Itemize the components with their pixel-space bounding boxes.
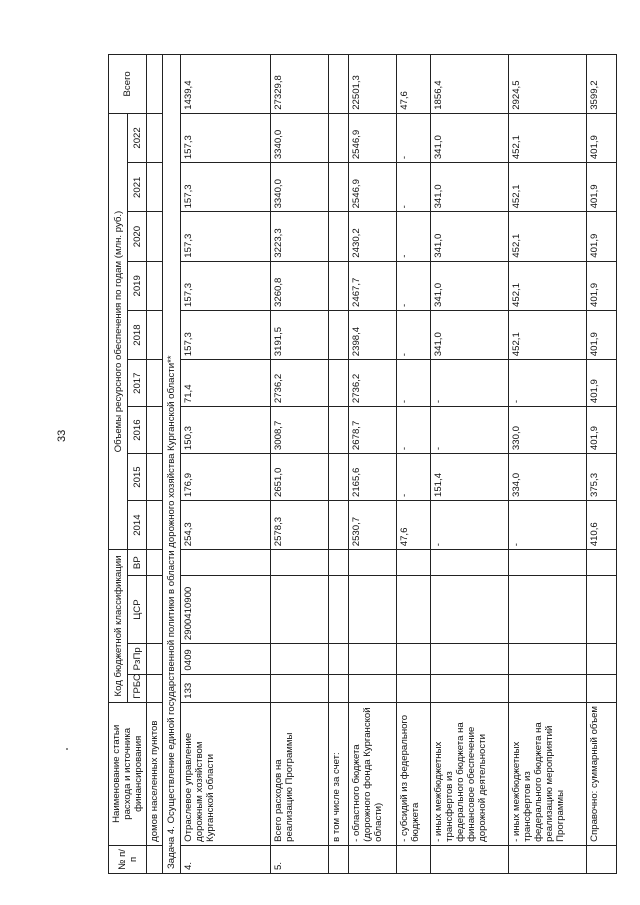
row-year-value: 157,3 <box>181 113 271 162</box>
table-row <box>329 55 349 874</box>
row-year-value: 401,9 <box>587 261 617 310</box>
header-year: 2022 <box>128 113 147 162</box>
row-year-value <box>329 163 349 212</box>
row-rzpr <box>349 644 397 675</box>
row-year-value <box>329 407 349 454</box>
row-year-value: 2467,7 <box>349 261 397 310</box>
row-total: 3599,2 <box>587 55 617 114</box>
row-csr <box>431 576 509 644</box>
task-title: Задача 4. Осуществление единой государственной политики в области дорожного хозяйства Курганской области** <box>163 55 181 874</box>
table-row <box>431 55 509 874</box>
row-num <box>349 845 397 873</box>
row-vr <box>509 550 587 576</box>
header-budget-code: Код бюджетной классификации <box>109 550 128 702</box>
row-year-value: 3260,8 <box>271 261 329 310</box>
row-year-value: 2736,2 <box>271 360 329 407</box>
row-total: 47,6 <box>397 55 431 114</box>
header-csr: ЦСР <box>128 576 147 644</box>
row-year-value: 2736,2 <box>349 360 397 407</box>
row-vr <box>431 550 509 576</box>
row-csr: 2900410900 <box>181 576 271 644</box>
row-name: Всего расходов на реализацию Программы <box>271 702 329 845</box>
row-year-value <box>329 310 349 359</box>
row-csr <box>271 576 329 644</box>
row-year-value: 401,9 <box>587 310 617 359</box>
row-name: - иных межбюджетных трансфертов из федерального бюджета на реализацию мероприятий Программы <box>509 702 587 845</box>
table-row-fragment <box>147 55 163 874</box>
row-year-value: 452,1 <box>509 163 587 212</box>
row-year-value: 2651,0 <box>271 454 329 501</box>
row-num <box>587 845 617 873</box>
row-year-value: - <box>397 113 431 162</box>
row-year-value: 341,0 <box>431 261 509 310</box>
row-rzpr: 0409 <box>181 644 271 675</box>
row-year-value: 452,1 <box>509 113 587 162</box>
header-year: 2018 <box>128 310 147 359</box>
table-row <box>349 55 397 874</box>
row-year-value: 401,9 <box>587 212 617 261</box>
row-year-value: 341,0 <box>431 163 509 212</box>
table-row <box>509 55 587 874</box>
row-year-value: 452,1 <box>509 212 587 261</box>
fragment-text: домов населенных пунктов <box>147 702 163 845</box>
row-num: 5. <box>271 845 329 873</box>
row-year-value: 2546,9 <box>349 113 397 162</box>
header-year: 2017 <box>128 360 147 407</box>
row-year-value: 401,9 <box>587 407 617 454</box>
row-year-value: - <box>397 261 431 310</box>
row-rzpr <box>329 644 349 675</box>
row-year-value: 157,3 <box>181 310 271 359</box>
header-num: № п/п <box>109 845 147 873</box>
row-csr <box>397 576 431 644</box>
row-year-value <box>329 113 349 162</box>
row-year-value: 151,4 <box>431 454 509 501</box>
row-total: 2924,5 <box>509 55 587 114</box>
header-vr: ВР <box>128 550 147 576</box>
row-year-value: - <box>509 360 587 407</box>
row-year-value: 401,9 <box>587 163 617 212</box>
row-name: - областного бюджета (дорожного фонда Курганской области) <box>349 702 397 845</box>
row-year-value: 334,0 <box>509 454 587 501</box>
row-name: Отраслевое управление дорожным хозяйством Курганской области <box>181 702 271 845</box>
table-row <box>181 55 271 874</box>
row-rzpr <box>271 644 329 675</box>
row-year-value: 401,9 <box>587 113 617 162</box>
row-year-value: 401,9 <box>587 360 617 407</box>
row-year-value: - <box>397 360 431 407</box>
row-year-value: 2398,4 <box>349 310 397 359</box>
header-resource-volumes: Объемы ресурсного обеспечения по годам (млн. руб.) <box>109 113 128 549</box>
row-year-value: 410,6 <box>587 500 617 549</box>
row-year-value: 452,1 <box>509 261 587 310</box>
row-year-value: 2546,9 <box>349 163 397 212</box>
row-num <box>397 845 431 873</box>
row-year-value: - <box>431 360 509 407</box>
row-year-value <box>329 454 349 501</box>
header-year: 2015 <box>128 454 147 501</box>
row-rzpr <box>509 644 587 675</box>
row-year-value: 452,1 <box>509 310 587 359</box>
row-total: 1439,4 <box>181 55 271 114</box>
row-year-value: 2165,6 <box>349 454 397 501</box>
row-vr <box>397 550 431 576</box>
row-grbs <box>349 674 397 702</box>
row-year-value: 47,6 <box>397 500 431 549</box>
row-year-value: 3223,3 <box>271 212 329 261</box>
row-rzpr <box>587 644 617 675</box>
row-year-value: 2530,7 <box>349 500 397 549</box>
row-year-value: 254,3 <box>181 500 271 549</box>
row-year-value: 176,9 <box>181 454 271 501</box>
page-number: 33 <box>56 429 68 442</box>
row-grbs <box>329 674 349 702</box>
budget-table <box>108 54 617 874</box>
row-name: Справочно: суммарный объем <box>587 702 617 845</box>
row-vr <box>271 550 329 576</box>
row-csr <box>329 576 349 644</box>
row-grbs <box>431 674 509 702</box>
row-name: - субсидий из федерального бюджета <box>397 702 431 845</box>
header-year: 2021 <box>128 163 147 212</box>
row-year-value: 3340,0 <box>271 113 329 162</box>
row-year-value <box>329 360 349 407</box>
row-grbs <box>587 674 617 702</box>
rotated-table-container <box>108 54 632 874</box>
scan-speck <box>66 748 68 750</box>
header-year: 2019 <box>128 261 147 310</box>
row-rzpr <box>431 644 509 675</box>
table-row <box>271 55 329 874</box>
row-num <box>329 845 349 873</box>
header-grbs: ГРБС <box>128 674 147 702</box>
row-year-value: 157,3 <box>181 163 271 212</box>
row-year-value: 330,0 <box>509 407 587 454</box>
row-num <box>509 845 587 873</box>
row-grbs <box>271 674 329 702</box>
row-year-value: - <box>397 212 431 261</box>
row-year-value: 2430,2 <box>349 212 397 261</box>
row-year-value: 3340,0 <box>271 163 329 212</box>
row-year-value <box>329 500 349 549</box>
task-row <box>163 55 181 874</box>
row-grbs <box>509 674 587 702</box>
row-year-value: - <box>397 163 431 212</box>
row-year-value: 3008,7 <box>271 407 329 454</box>
header-year: 2020 <box>128 212 147 261</box>
row-csr <box>509 576 587 644</box>
row-year-value: - <box>431 500 509 549</box>
header-total: Всего <box>109 55 147 114</box>
row-year-value: - <box>509 500 587 549</box>
header-year: 2016 <box>128 407 147 454</box>
header-rzpr: РзПр <box>128 644 147 675</box>
row-csr <box>349 576 397 644</box>
row-rzpr <box>397 644 431 675</box>
row-year-value: 157,3 <box>181 261 271 310</box>
row-grbs <box>397 674 431 702</box>
row-year-value: 341,0 <box>431 310 509 359</box>
row-vr <box>349 550 397 576</box>
header-name: Наименование статьи расхода и источника финансирования <box>109 702 147 845</box>
row-year-value: - <box>397 454 431 501</box>
row-num: 4. <box>181 845 271 873</box>
row-year-value: 2578,3 <box>271 500 329 549</box>
row-year-value: 71,4 <box>181 360 271 407</box>
row-year-value <box>329 261 349 310</box>
row-year-value: - <box>397 407 431 454</box>
row-vr <box>181 550 271 576</box>
row-num <box>431 845 509 873</box>
row-total: 27329,8 <box>271 55 329 114</box>
row-name: - иных межбюджетных трансфертов из федерального бюджета на финансовое обеспечение дорожной деятельности <box>431 702 509 845</box>
row-year-value: 2678,7 <box>349 407 397 454</box>
row-vr <box>587 550 617 576</box>
table-row <box>397 55 431 874</box>
row-year-value: 3191,5 <box>271 310 329 359</box>
row-total: 1856,4 <box>431 55 509 114</box>
row-year-value: 341,0 <box>431 113 509 162</box>
row-grbs: 133 <box>181 674 271 702</box>
row-csr <box>587 576 617 644</box>
row-year-value: 341,0 <box>431 212 509 261</box>
row-total: 22501,3 <box>349 55 397 114</box>
row-year-value: - <box>397 310 431 359</box>
row-total <box>329 55 349 114</box>
row-vr <box>329 550 349 576</box>
header-year: 2014 <box>128 500 147 549</box>
row-year-value: - <box>431 407 509 454</box>
row-year-value: 375,3 <box>587 454 617 501</box>
row-name: в том числе за счет: <box>329 702 349 845</box>
row-year-value: 157,3 <box>181 212 271 261</box>
table-row <box>587 55 617 874</box>
row-year-value: 150,3 <box>181 407 271 454</box>
row-year-value <box>329 212 349 261</box>
